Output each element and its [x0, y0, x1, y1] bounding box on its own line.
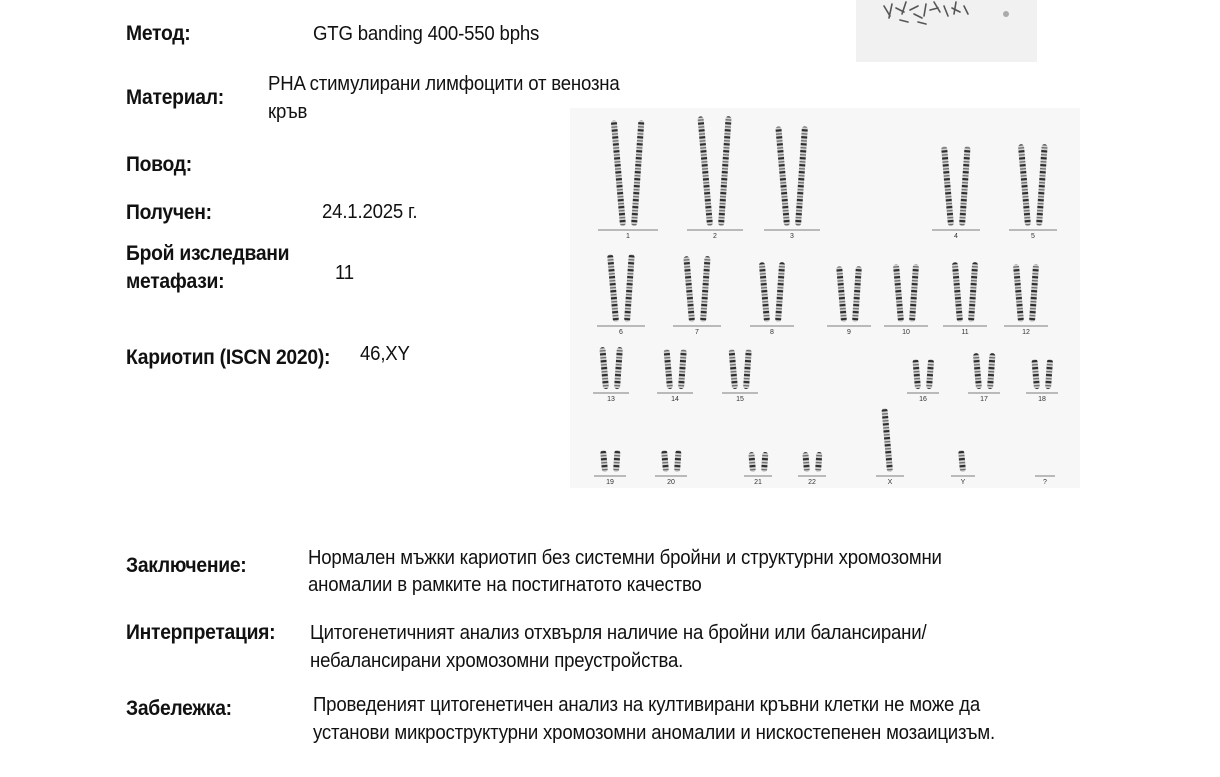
chromosome-4 [932, 146, 980, 240]
method-label: Метод: [126, 22, 191, 45]
chromosome-12 [1004, 264, 1048, 336]
chromosome-label-4: 4 [954, 233, 958, 240]
chromosome-label-9: 9 [847, 329, 851, 336]
chromosome-8 [750, 262, 794, 336]
chromosome-1 [598, 120, 658, 240]
interpretation-line2: небалансирани хромозомни преустройства. [310, 650, 684, 672]
karyotype-label: Кариотип (ISCN 2020): [126, 346, 331, 369]
chromosome-label-X: X [887, 479, 893, 486]
chromosome-18 [1026, 359, 1058, 403]
chromosome-label-?: ? [1043, 479, 1047, 486]
method-value: GTG banding 400-550 bphs [313, 23, 540, 45]
material-value-line1: PHA стимулирани лимфоцити от венозна [268, 73, 620, 95]
chromosome-15 [722, 349, 758, 403]
chromosome-label-11: 11 [961, 329, 969, 336]
chromosome-13 [593, 347, 629, 403]
chromosome-10 [884, 264, 928, 336]
reason-label: Повод: [126, 153, 192, 176]
chromosome-20 [655, 450, 687, 486]
chromosome-label-12: 12 [1022, 329, 1030, 336]
conclusion-line1: Нормален мъжки кариотип без системни бройни и структурни хромозомни [308, 547, 942, 569]
metaphases-value: 11 [335, 262, 354, 284]
chromosome-label-22: 22 [808, 479, 816, 486]
note-line2: установи микроструктурни хромозомни аномалии и нискостепенен мозаицизъм. [313, 722, 995, 744]
chromosome-label-17: 17 [980, 396, 988, 403]
karyotype-value: 46,XY [360, 343, 410, 365]
chromosome-17 [968, 353, 1000, 403]
karyogram-image [570, 108, 1080, 488]
chromosome-label-3: 3 [790, 233, 794, 240]
chromosome-16 [907, 359, 939, 403]
chromosome-label-21: 21 [754, 479, 762, 486]
chromosome-label-13: 13 [607, 396, 615, 403]
chromosome-label-8: 8 [770, 329, 774, 336]
chromosome-label-16: 16 [919, 396, 927, 403]
interpretation-label: Интерпретация: [126, 621, 276, 644]
chromosome-label-5: 5 [1031, 233, 1035, 240]
chromosome-6 [597, 254, 645, 336]
chromosome-22 [798, 452, 826, 486]
chromosome-21 [744, 452, 772, 486]
chromosome-19 [594, 450, 626, 486]
metaphase-thumbnail [856, 0, 1037, 62]
chromosome-label-20: 20 [667, 479, 675, 486]
chromosome-label-10: 10 [902, 329, 910, 336]
chromosome-label-19: 19 [606, 479, 614, 486]
note-line1: Проведеният цитогенетичен анализ на култивирани кръвни клетки не може да [313, 694, 980, 716]
chromosome-5 [1009, 144, 1057, 240]
conclusion-label: Заключение: [126, 554, 247, 577]
chromosome-label-7: 7 [695, 329, 699, 336]
metaphases-label-line1: Брой изследвани [126, 242, 290, 265]
chromosome-label-1: 1 [626, 233, 630, 240]
received-label: Получен: [126, 201, 212, 224]
note-label: Забележка: [126, 697, 232, 720]
chromosome-label-15: 15 [736, 396, 744, 403]
chromosome-label-2: 2 [713, 233, 717, 240]
chromosome-? [1035, 476, 1055, 486]
material-value-line2: кръв [268, 101, 308, 123]
chromosome-14 [657, 349, 693, 403]
chromosome-label-14: 14 [671, 396, 679, 403]
chromosome-11 [943, 262, 987, 336]
chromosome-9 [827, 266, 871, 336]
chromosome-3 [764, 126, 820, 240]
chromosome-2 [687, 116, 743, 240]
chromosome-Y [951, 450, 975, 486]
interpretation-line1: Цитогенетичният анализ отхвърля наличие на бройни или балансирани/ [310, 622, 927, 644]
conclusion-line2: аномалии в рамките на постигнатото качество [308, 574, 702, 596]
chromosome-7 [673, 256, 721, 336]
chromosome-X [876, 408, 904, 486]
chromosome-label-Y: Y [960, 479, 966, 486]
chromosome-label-18: 18 [1038, 396, 1046, 403]
received-value: 24.1.2025 г. [322, 201, 418, 223]
chromosome-label-6: 6 [619, 329, 623, 336]
material-label: Материал: [126, 86, 224, 109]
metaphases-label-line2: метафази: [126, 270, 225, 293]
